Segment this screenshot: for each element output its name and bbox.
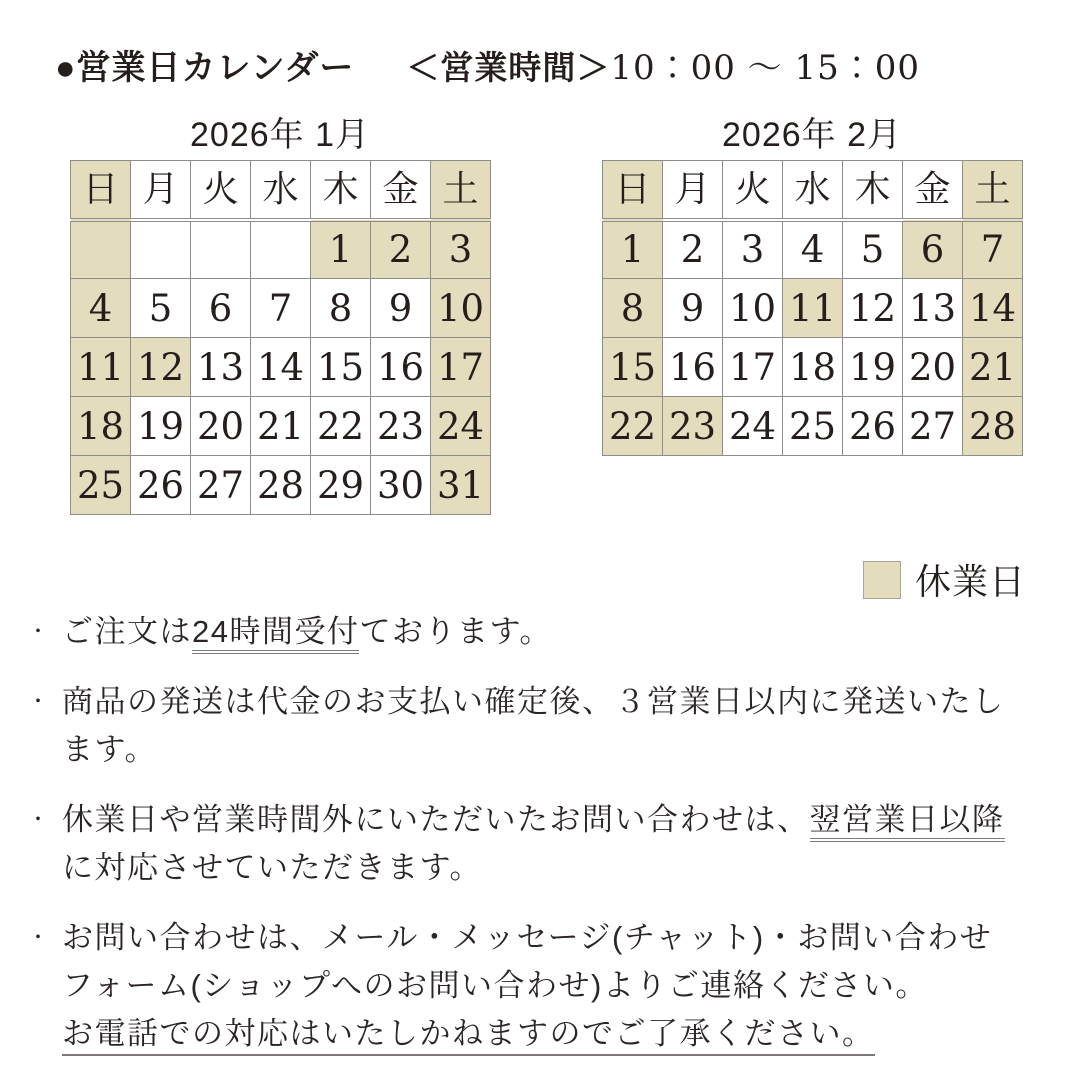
calendar-week-row: [603, 220, 1023, 279]
business-hours-label: ＜営業時間＞: [406, 49, 611, 86]
calendar-weekday-row: [603, 161, 1023, 220]
weekday-header: 日: [71, 161, 131, 220]
note-line: [62, 678, 1063, 726]
weekday-header: 水: [251, 161, 311, 220]
day-cell: 5: [131, 279, 191, 338]
weekday-header: 月: [131, 161, 191, 220]
day-cell: 4: [783, 220, 843, 279]
note-line: [62, 726, 1063, 774]
day-cell: 27: [903, 397, 963, 456]
underlined-text: お電話での対応はいたしかねますのでご了承ください。: [62, 1016, 875, 1056]
note-text: フォーム(ショップへのお問い合わせ)よりご連絡ください。: [62, 968, 928, 1003]
day-cell: 23: [371, 397, 431, 456]
closed-day-cell: 10: [431, 279, 491, 338]
day-cell: 5: [843, 220, 903, 279]
calendar-title: 2026年 2月: [722, 116, 902, 154]
note-line: [62, 1010, 1063, 1058]
day-cell: 25: [783, 397, 843, 456]
closed-day-cell: 22: [603, 397, 663, 456]
weekday-header: 水: [783, 161, 843, 220]
day-cell: 2: [663, 220, 723, 279]
note-line: [62, 608, 1063, 656]
calendar-week-row: [71, 456, 491, 515]
closed-day-cell: 15: [603, 338, 663, 397]
empty-cell: [131, 220, 191, 279]
day-cell: 10: [723, 279, 783, 338]
day-cell: 28: [251, 456, 311, 515]
day-cell: 14: [251, 338, 311, 397]
bullet-marker: ・: [28, 621, 50, 643]
day-cell: 12: [843, 279, 903, 338]
day-cell: 18: [783, 338, 843, 397]
day-cell: 15: [311, 338, 371, 397]
calendar-2: [602, 116, 1022, 515]
weekday-header: 火: [723, 161, 783, 220]
calendar-1: [70, 116, 490, 515]
day-cell: 26: [131, 456, 191, 515]
calendar-body: [71, 220, 491, 515]
note-item-4: [28, 914, 1063, 1058]
calendars-section: [70, 116, 1022, 515]
closed-day-cell: 6: [903, 220, 963, 279]
day-cell: 20: [191, 397, 251, 456]
day-cell: 8: [311, 279, 371, 338]
day-cell: 3: [723, 220, 783, 279]
day-cell: 9: [371, 279, 431, 338]
calendar-title: 2026年 1月: [190, 116, 370, 154]
notes-section: [28, 608, 1063, 1080]
weekday-header: 土: [963, 161, 1023, 220]
weekday-header: 月: [663, 161, 723, 220]
calendar-week-row: [603, 397, 1023, 456]
calendar-body: [603, 220, 1023, 456]
closed-day-cell: 25: [71, 456, 131, 515]
calendar-weekday-row: [71, 161, 491, 220]
day-cell: 20: [903, 338, 963, 397]
calendar-week-row: [71, 338, 491, 397]
note-text: お問い合わせは、メール・メッセージ(チャット)・お問い合わせ: [62, 920, 993, 955]
note-text: ております。: [359, 614, 553, 649]
calendar-week-row: [71, 220, 491, 279]
day-cell: 29: [311, 456, 371, 515]
note-text: ます。: [62, 732, 158, 767]
closed-day-cell: 8: [603, 279, 663, 338]
closed-day-cell: 28: [963, 397, 1023, 456]
underlined-text: 24時間受付: [192, 614, 359, 654]
note-item-2: [28, 678, 1063, 774]
note-line: [62, 962, 1063, 1010]
calendar-week-row: [71, 279, 491, 338]
closed-day-cell: 12: [131, 338, 191, 397]
day-cell: 9: [663, 279, 723, 338]
note-text: 休業日や営業時間外にいただいたお問い合わせは、: [62, 802, 810, 837]
calendar-table: [70, 160, 491, 515]
day-cell: 24: [723, 397, 783, 456]
business-hours-time: 10：00 ～ 15：00: [610, 48, 920, 88]
empty-cell: [71, 220, 131, 279]
closed-day-cell: 1: [311, 220, 371, 279]
calendar-table: [602, 160, 1023, 456]
weekday-header: 金: [903, 161, 963, 220]
day-cell: 27: [191, 456, 251, 515]
closed-day-cell: 2: [371, 220, 431, 279]
weekday-header: 木: [843, 161, 903, 220]
empty-cell: [251, 220, 311, 279]
day-cell: 19: [843, 338, 903, 397]
calendar-week-row: [603, 279, 1023, 338]
bullet-marker: ・: [28, 927, 50, 949]
day-cell: 30: [371, 456, 431, 515]
day-cell: 19: [131, 397, 191, 456]
day-cell: 26: [843, 397, 903, 456]
calendar-week-row: [71, 397, 491, 456]
closed-day-cell: 11: [71, 338, 131, 397]
closed-day-cell: 3: [431, 220, 491, 279]
closed-day-cell: 4: [71, 279, 131, 338]
note-item-3: [28, 796, 1063, 892]
closed-day-cell: 31: [431, 456, 491, 515]
note-text: ご注文は: [62, 614, 192, 649]
page-title: ●営業日カレンダー: [55, 49, 355, 87]
business-hours: [406, 40, 920, 89]
day-cell: 6: [191, 279, 251, 338]
underlined-text: 翌営業日以降: [810, 802, 1005, 842]
day-cell: 22: [311, 397, 371, 456]
day-cell: 13: [903, 279, 963, 338]
weekday-header: 土: [431, 161, 491, 220]
bullet-marker: ・: [28, 691, 50, 713]
day-cell: 7: [251, 279, 311, 338]
closed-day-cell: 21: [963, 338, 1023, 397]
bullet-marker: ・: [28, 809, 50, 831]
day-cell: 16: [663, 338, 723, 397]
weekday-header: 金: [371, 161, 431, 220]
header: [55, 40, 920, 89]
holiday-legend-label: 休業日: [915, 561, 1027, 602]
closed-day-cell: 14: [963, 279, 1023, 338]
note-line: [62, 914, 1063, 962]
note-line: [62, 844, 1063, 892]
holiday-legend: [863, 554, 1026, 605]
calendar-week-row: [603, 338, 1023, 397]
closed-day-cell: 23: [663, 397, 723, 456]
closed-day-cell: 7: [963, 220, 1023, 279]
day-cell: 17: [723, 338, 783, 397]
closed-day-cell: 11: [783, 279, 843, 338]
closed-day-cell: 18: [71, 397, 131, 456]
holiday-swatch: [863, 561, 901, 599]
note-item-1: [28, 608, 1063, 656]
day-cell: 21: [251, 397, 311, 456]
empty-cell: [191, 220, 251, 279]
weekday-header: 日: [603, 161, 663, 220]
weekday-header: 木: [311, 161, 371, 220]
closed-day-cell: 17: [431, 338, 491, 397]
closed-day-cell: 1: [603, 220, 663, 279]
day-cell: 13: [191, 338, 251, 397]
weekday-header: 火: [191, 161, 251, 220]
note-line: [62, 796, 1063, 844]
day-cell: 16: [371, 338, 431, 397]
closed-day-cell: 24: [431, 397, 491, 456]
note-text: 商品の発送は代金のお支払い確定後、３営業日以内に発送いたし: [62, 684, 1005, 719]
note-text: に対応させていただきます。: [62, 850, 483, 885]
